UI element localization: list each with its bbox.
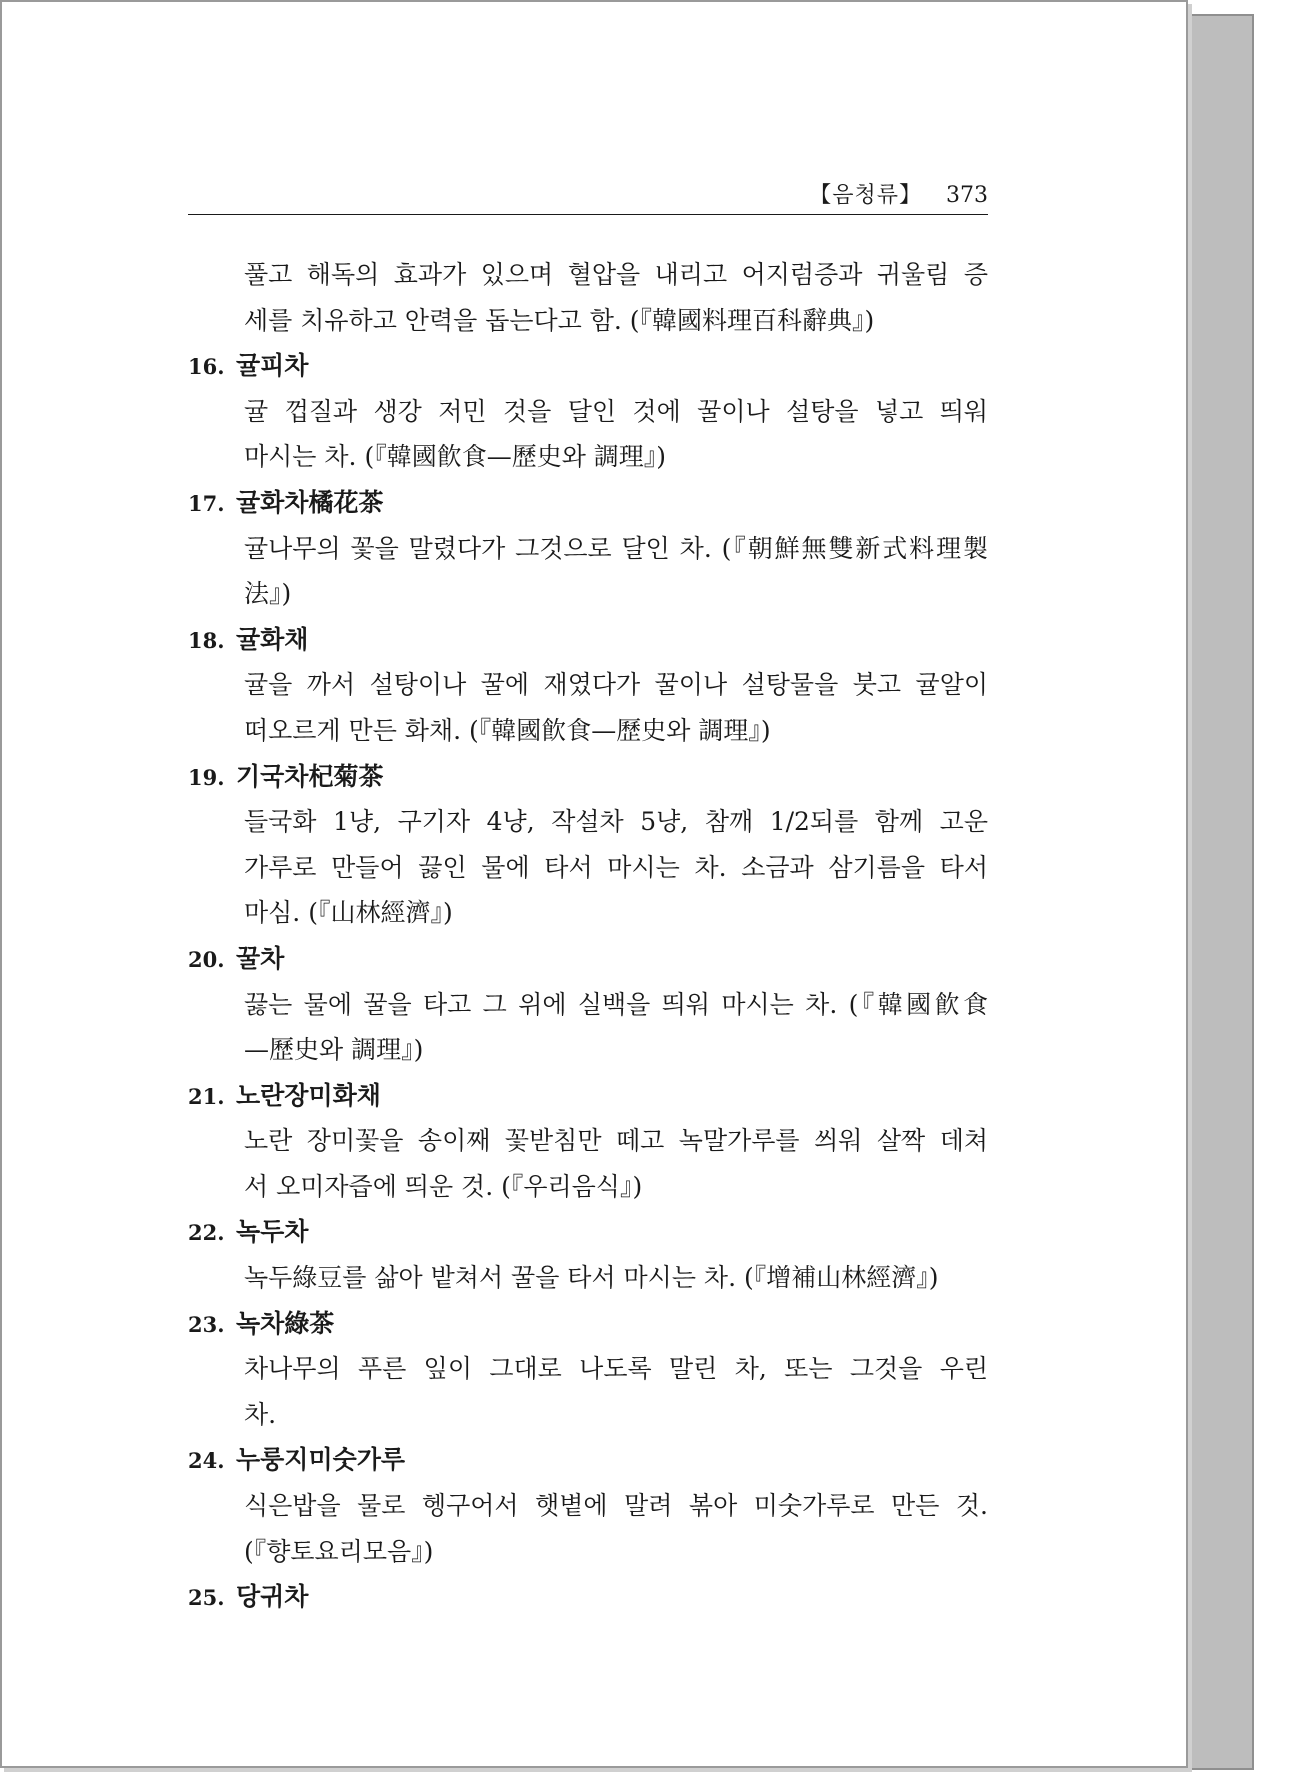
- entry-number: 23.: [188, 1311, 225, 1337]
- entry-heading: [188, 480, 988, 526]
- text-line: 세를 치유하고 안력을 돕는다고 함. (『韓國料理百科辭典』): [244, 305, 875, 335]
- entry-title: 귤화채: [236, 624, 309, 654]
- text-line: 귤을 까서 설탕이나 꿀에 재였다가 꿀이나 설탕물을 붓고 귤알이: [244, 670, 988, 700]
- entry-title: 노란장미화채: [236, 1080, 381, 1110]
- text-line: 마시는 차. (『韓國飮食—歷史와 調理』): [244, 442, 667, 472]
- text-line: 끓는 물에 꿀을 타고 그 위에 실백을 띄워 마시는 차. (『韓國飮食: [244, 989, 988, 1019]
- entry-number: 19.: [188, 764, 225, 790]
- entry-title: 기국차杞菊茶: [236, 761, 384, 791]
- text-line: 마심. (『山林經濟』): [244, 898, 453, 928]
- entry-heading: [188, 1437, 988, 1483]
- entry-title: 녹차綠茶: [236, 1308, 335, 1338]
- page-number: 373: [946, 183, 988, 208]
- entry-title: 귤화차橘花茶: [236, 487, 384, 517]
- entry-title: 귤피차: [236, 351, 309, 381]
- entry-heading: [188, 754, 988, 800]
- entry-heading: [188, 936, 988, 982]
- entry-number: 24.: [188, 1448, 225, 1474]
- text-line: 식은밥을 물로 헹구어서 햇볕에 말려 볶아 미숫가루로 만든 것.: [244, 1491, 988, 1521]
- header-rule: [188, 214, 988, 215]
- text-line: 녹두綠豆를 삶아 밭쳐서 꿀을 타서 마시는 차. (『增補山林經濟』): [244, 1263, 939, 1293]
- text-line: (『향토요리모음』): [244, 1536, 434, 1566]
- text-line: 차.: [244, 1399, 277, 1429]
- section-title: 【음청류】: [809, 183, 922, 208]
- text-line: 귤나무의 꽃을 말렸다가 그것으로 달인 차. (『朝鮮無雙新式料理製: [244, 533, 988, 563]
- page-edge-shadow: [1180, 14, 1254, 1770]
- entry-number: 18.: [188, 627, 225, 653]
- entry-heading: [188, 1073, 988, 1119]
- entry-heading: [188, 343, 988, 389]
- text-line: —歷史와 調理』): [244, 1035, 424, 1065]
- text-line: 차나무의 푸른 잎이 그대로 나도록 말린 차, 또는 그것을 우린: [244, 1354, 988, 1384]
- entry-title: 당귀차: [236, 1582, 309, 1612]
- entry-number: 22.: [188, 1220, 225, 1246]
- entry-number: 21.: [188, 1083, 225, 1109]
- dictionary-text: [188, 252, 988, 1620]
- text-line: 가루로 만들어 끓인 물에 타서 마시는 차. 소금과 삼기름을 타서: [244, 852, 988, 882]
- text-line: 풀고 해독의 효과가 있으며 혈압을 내리고 어지럼증과 귀울림 증: [244, 260, 988, 289]
- entry-number: 25.: [188, 1585, 225, 1611]
- entry-title: 꿀차: [236, 943, 285, 973]
- entry-number: 17.: [188, 490, 225, 516]
- entry-heading: [188, 617, 988, 663]
- text-line: 귤 껍질과 생강 저민 것을 달인 것에 꿀이나 설탕을 넣고 띄워: [244, 396, 988, 426]
- entry-number: 16.: [188, 354, 225, 380]
- entry-title: 녹두차: [236, 1217, 309, 1247]
- entry-title: 누룽지미숫가루: [236, 1445, 406, 1475]
- entry-number: 20.: [188, 946, 225, 972]
- text-line: 法』): [244, 579, 292, 609]
- text-line: 노란 장미꽃을 송이째 꽃받침만 떼고 녹말가루를 씌워 살짝 데쳐: [244, 1126, 988, 1156]
- entry-heading: [188, 1301, 988, 1347]
- text-line: 서 오미자즙에 띄운 것. (『우리음식』): [244, 1171, 643, 1201]
- running-head: [2, 178, 988, 209]
- entry-heading: [188, 1209, 988, 1255]
- entry-heading: [188, 1574, 988, 1620]
- text-line: 들국화 1냥, 구기자 4냥, 작설차 5냥, 참깨 1/2되를 함께 고운: [244, 807, 988, 837]
- text-line: 떠오르게 만든 화채. (『韓國飮食—歷史와 調理』): [244, 715, 771, 745]
